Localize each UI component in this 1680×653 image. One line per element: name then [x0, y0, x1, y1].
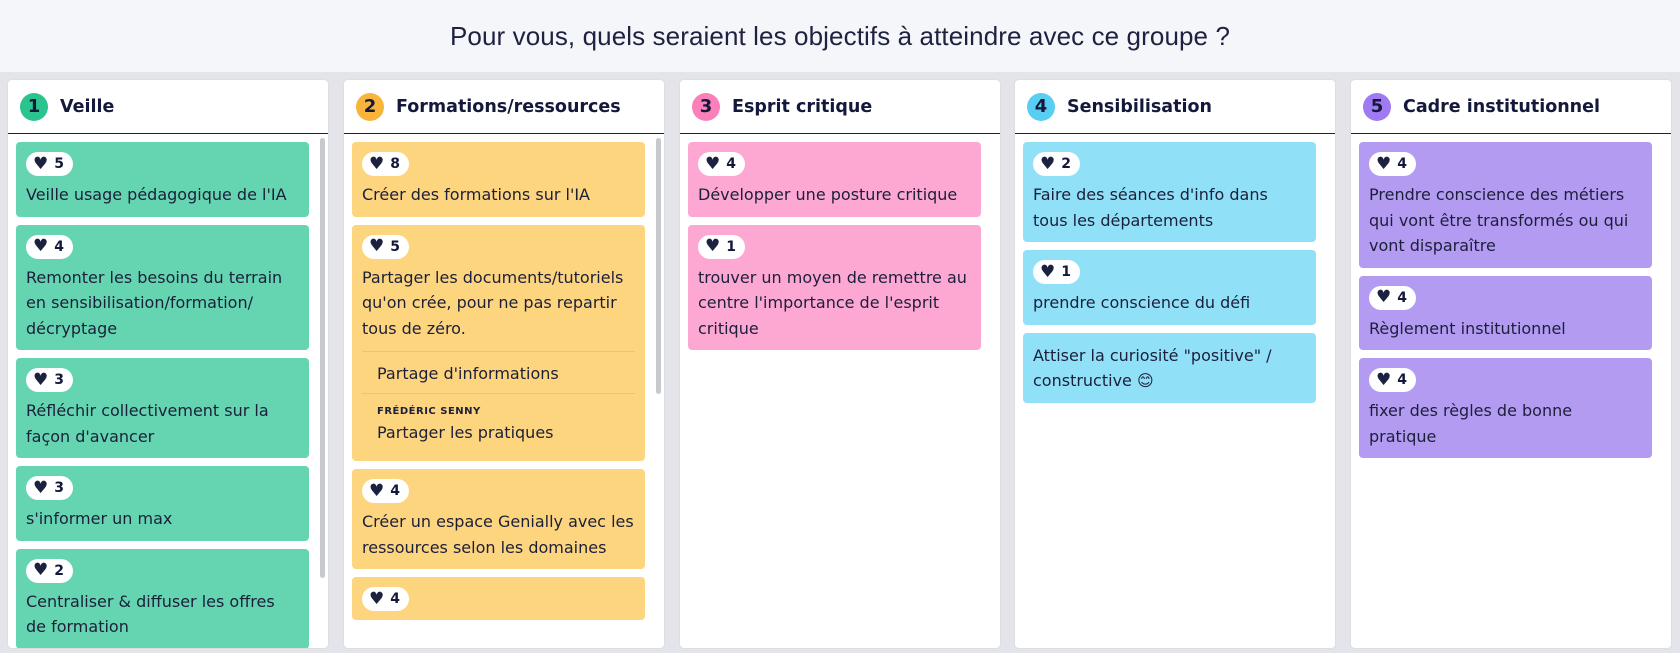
post-text: trouver un moyen de remettre au centre l'importance de l'esprit critique	[698, 267, 967, 338]
post-card[interactable]	[16, 142, 309, 217]
comment-item	[362, 351, 635, 393]
column-title: Esprit critique	[732, 96, 873, 117]
post-card[interactable]	[1023, 250, 1316, 325]
post-card[interactable]	[16, 225, 309, 351]
post-text: Prendre conscience des métiers qui vont être transformés ou qui vont disparaître	[1369, 185, 1629, 255]
like-button[interactable]	[26, 152, 73, 176]
column-4	[1015, 80, 1335, 648]
like-count: 5	[54, 156, 64, 172]
column-title: Formations/ressources	[396, 96, 621, 117]
like-button[interactable]	[26, 476, 73, 500]
post-card[interactable]	[16, 358, 309, 458]
like-button[interactable]	[362, 235, 409, 259]
post-card[interactable]	[16, 549, 309, 649]
heart-icon: ♥	[33, 477, 49, 498]
like-count: 3	[54, 480, 64, 496]
post-text: Remonter les besoins du terrain en sensibilisation/formation/ décryptage	[26, 267, 283, 338]
like-button[interactable]	[26, 559, 73, 583]
like-count: 4	[1397, 372, 1407, 388]
like-count: 4	[1397, 156, 1407, 172]
post-card[interactable]	[1359, 142, 1652, 268]
card-list	[1023, 142, 1316, 411]
post-text: Créer un espace Genially avec les ressources selon les domaines	[362, 512, 634, 557]
post-text: Faire des séances d'info dans tous les départements	[1033, 185, 1268, 230]
column-header[interactable]	[8, 80, 328, 134]
post-text: fixer des règles de bonne pratique	[1369, 401, 1573, 446]
column-header[interactable]	[1015, 80, 1335, 134]
column-number-badge: 3	[692, 93, 720, 121]
like-button[interactable]	[698, 152, 745, 176]
like-button[interactable]	[26, 235, 73, 259]
heart-icon: ♥	[369, 588, 385, 609]
heart-icon: ♥	[1376, 153, 1392, 174]
like-button[interactable]	[1369, 286, 1416, 310]
card-list	[688, 142, 981, 358]
card-list	[1359, 142, 1652, 466]
post-text: Créer des formations sur l'IA	[362, 185, 590, 204]
column-title: Veille	[60, 96, 115, 117]
column-scrollbar[interactable]	[656, 138, 661, 394]
like-count: 3	[54, 372, 64, 388]
like-count: 2	[54, 562, 64, 579]
column-number-badge: 1	[20, 93, 48, 121]
post-text: Veille usage pédagogique de l'IA	[26, 185, 287, 204]
like-count: 1	[1061, 264, 1071, 280]
post-text: Attiser la curiosité "positive" / constructive 😊	[1033, 345, 1272, 390]
post-card[interactable]	[352, 469, 645, 569]
column-number-badge: 2	[356, 93, 384, 121]
like-count: 8	[390, 156, 400, 172]
comment-text: Partager les pratiques	[377, 423, 554, 442]
board-columns	[0, 72, 1680, 653]
like-button[interactable]	[362, 587, 409, 611]
column-header[interactable]	[344, 80, 664, 134]
card-list	[352, 142, 645, 628]
like-button[interactable]	[26, 368, 73, 392]
heart-icon: ♥	[33, 236, 49, 256]
like-button[interactable]	[1033, 260, 1080, 284]
post-text: Centraliser & diffuser les offres de formation	[26, 591, 275, 636]
post-card[interactable]	[1023, 142, 1316, 242]
post-text: Développer une posture critique	[698, 185, 958, 204]
heart-icon: ♥	[705, 153, 721, 174]
post-card[interactable]	[688, 225, 981, 351]
comment-item	[362, 393, 635, 452]
post-card[interactable]	[352, 225, 645, 462]
like-count: 5	[390, 238, 400, 255]
heart-icon: ♥	[33, 560, 49, 580]
column-number-badge: 4	[1027, 93, 1055, 121]
heart-icon: ♥	[1040, 153, 1056, 174]
like-button[interactable]	[1369, 368, 1416, 392]
column-2	[344, 80, 664, 648]
page-header	[0, 0, 1680, 72]
like-count: 2	[1061, 156, 1071, 172]
column-header[interactable]	[1351, 80, 1671, 134]
post-card[interactable]	[352, 577, 645, 620]
post-text: s'informer un max	[26, 509, 173, 528]
post-text: Règlement institutionnel	[1369, 318, 1566, 338]
column-scrollbar[interactable]	[320, 138, 325, 578]
like-button[interactable]	[1033, 152, 1080, 176]
like-count: 4	[726, 156, 736, 172]
column-header[interactable]	[680, 80, 1000, 134]
post-text: Partager les documents/tutoriels qu'on crée, pour ne pas repartir tous de zéro.	[362, 267, 624, 338]
heart-icon: ♥	[369, 480, 385, 501]
like-count: 1	[726, 238, 736, 255]
heart-icon: ♥	[1040, 261, 1056, 282]
column-3	[680, 80, 1000, 648]
heart-icon: ♥	[1376, 369, 1392, 390]
like-button[interactable]	[698, 235, 745, 259]
heart-icon: ♥	[33, 369, 49, 390]
column-5	[1351, 80, 1671, 648]
heart-icon: ♥	[33, 153, 49, 174]
heart-icon: ♥	[369, 236, 385, 256]
like-count: 4	[390, 591, 400, 607]
like-button[interactable]	[362, 152, 409, 176]
column-1	[8, 80, 328, 648]
page-title: Pour vous, quels seraient les objectifs à atteindre avec ce groupe ?	[449, 20, 1231, 51]
post-card[interactable]	[1023, 333, 1316, 403]
card-list	[16, 142, 309, 648]
column-title: Sensibilisation	[1067, 96, 1212, 117]
column-number-badge: 5	[1363, 93, 1391, 121]
like-button[interactable]	[362, 479, 409, 503]
post-card[interactable]	[1359, 276, 1652, 351]
heart-icon: ♥	[369, 153, 385, 174]
post-card[interactable]	[688, 142, 981, 217]
like-count: 4	[1397, 289, 1407, 306]
like-button[interactable]	[1369, 152, 1416, 176]
heart-icon: ♥	[1376, 287, 1392, 307]
like-count: 4	[54, 238, 64, 255]
post-card[interactable]	[352, 142, 645, 217]
post-card[interactable]	[16, 466, 309, 541]
comment-text: Partage d'informations	[377, 364, 559, 383]
column-title: Cadre institutionnel	[1403, 96, 1601, 117]
heart-icon: ♥	[705, 236, 721, 256]
post-card[interactable]	[1359, 358, 1652, 458]
like-count: 4	[390, 483, 400, 499]
post-text: prendre conscience du défi	[1033, 293, 1251, 312]
comment-list	[362, 351, 635, 452]
comment-author: FRÉDÉRIC SENNY	[377, 406, 481, 417]
post-text: Réfléchir collectivement sur la façon d'avancer	[26, 401, 269, 446]
